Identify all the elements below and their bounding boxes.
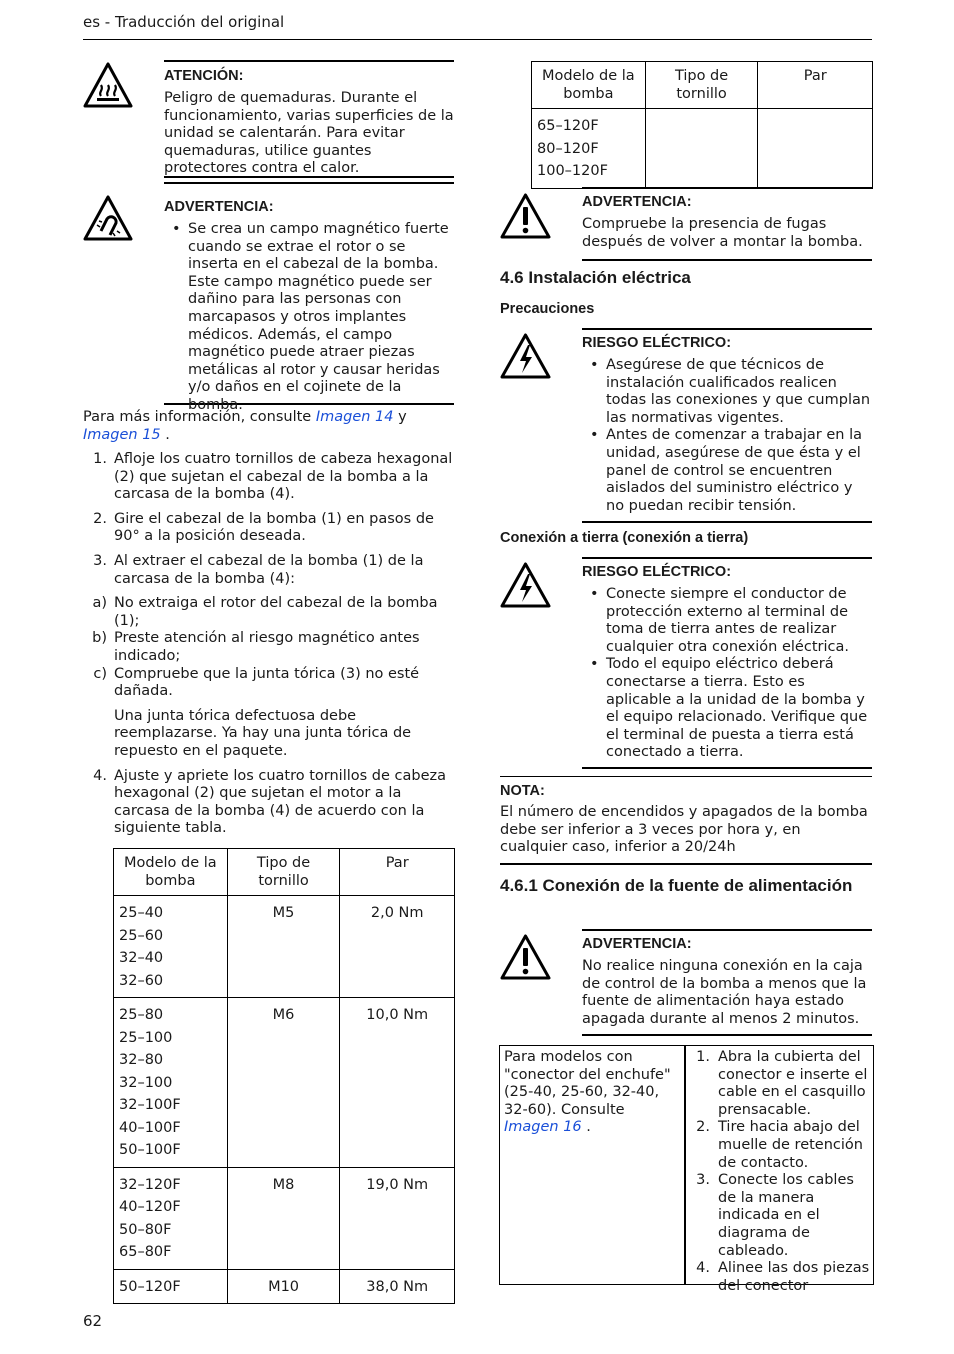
torque-table-continued — [531, 61, 873, 189]
figure-16-link[interactable]: Imagen 16 — [504, 1119, 582, 1136]
list-item: c) Compruebe que la junta tórica (3) no esté dañada. — [93, 665, 420, 700]
torque-table — [113, 848, 455, 1304]
table-header-row: Modelo de la bomba Tipo de tornillo Par — [532, 62, 873, 109]
plug-connector-steps — [694, 1049, 870, 1295]
subsection-heading: 4.6.1 Conexión de la fuente de alimentación — [500, 876, 853, 895]
list-item: 3. Conecte los cables de la manera indicada en el diagrama de cableado. — [696, 1172, 854, 1259]
magnet-warning-list — [164, 221, 454, 415]
note-box — [500, 776, 872, 865]
list-item: 1. Abra la cubierta del conector e inserte el cable en el casquillo prensacable. — [696, 1049, 868, 1118]
plug-connector-models-cell: Para modelos con "conector del enchufe" (25-40, 25-60, 32-40, 32-60). Consulte Imagen 16 . — [500, 1046, 686, 1284]
electric-risk-notice-1: RIESGO ELÉCTRICO: • Asegúrese de que técnicos de instalación cualificados realicen todas las conexiones y que cumplan las normativas vigentes. • Antes de comenzar a trabajar en la unidad, asegúrese de que ésta y el panel de control se encuentren aislados del suministro eléctrico y no puedan recibir tensión. — [582, 328, 872, 523]
procedure-steps — [83, 451, 455, 838]
note-title: NOTA: — [500, 783, 545, 799]
attention-title: ATENCIÓN: — [164, 68, 244, 84]
list-item: 3. Al extraer el cabezal de la bomba (1) de la carcasa de la bomba (4): — [93, 552, 424, 587]
electric-hazard-icon — [500, 562, 551, 608]
attention-notice — [164, 60, 454, 178]
list-item: • Conecte siempre el conductor de protección externo al terminal de toma de tierra antes de realizar cualquier otra conexión eléctrica. — [606, 586, 872, 656]
electric-risk-notice-2: RIESGO ELÉCTRICO: • Conecte siempre el conductor de protección externo al terminal de toma de tierra antes de realizar cualquier otra conexión eléctrica. • Todo el equipo eléctrico deberá conectarse a tierra. Esto es aplicable a la unidad de la bomba y el equipo relacionado. Verifique que el terminal de puesta a tierra está conectado a tierra. — [582, 557, 872, 769]
list-item: 4. Ajuste y apriete los cuatro tornillos de cabeza hexagonal (2) que sujetan el motor a la carcasa de la bomba (4) de acuerdo con la siguiente tabla. — [93, 767, 447, 837]
col-torque-header: Par — [340, 849, 455, 896]
leak-warning-notice: ADVERTENCIA: Compruebe la presencia de fugas después de volver a montar la bomba. — [582, 187, 872, 261]
plug-connector-table — [499, 1045, 874, 1294]
list-item: 4. Alinee las dos piezas del conector — [696, 1260, 870, 1294]
page-header: es - Traducción del original — [83, 13, 285, 31]
table-header-row — [114, 849, 455, 896]
magnet-warning-title: ADVERTENCIA: — [164, 199, 274, 215]
list-item: a) No extraiga el rotor del cabezal de la bomba (1); — [92, 595, 438, 629]
table-row: 32–120F 40–120F 50–80F 65–80F M8 19,0 Nm — [114, 1167, 455, 1269]
attention-body: Peligro de quemaduras. Durante el funcionamiento, varias superficies de la unidad se calentarán. Para evitar quemaduras, utilice guantes protectores contra el calor. — [164, 90, 454, 177]
list-item: 1. Afloje los cuatro tornillos de cabeza hexagonal (2) que sujetan el cabezal de la bomba a la carcasa de la bomba (4). — [93, 451, 453, 503]
section-heading: 4.6 Instalación eléctrica — [500, 268, 691, 287]
list-item: • Todo el equipo eléctrico deberá conectarse a tierra. Esto es aplicable a la unidad de la bomba y el equipo relacionado. Verifique que el terminal de puesta a tierra está conectado a tierra. — [606, 656, 872, 762]
note-body: El número de encendidos y apagados de la bomba debe ser inferior a 3 veces por hora y, en cualquier caso, inferior a 20/24h — [500, 804, 868, 856]
table-row: 25–80 25–100 32–80 32–100 32–100F 40–100F 50–100F M6 10,0 Nm — [114, 998, 455, 1168]
figure-15-link[interactable]: Imagen 15 — [83, 426, 161, 443]
list-item: 2. Gire el cabezal de la bomba (1) en pasos de 90° a la posición deseada. — [93, 510, 434, 545]
more-info-paragraph: Para más información, consulte Imagen 14 y Imagen 15 . — [83, 409, 407, 443]
table-row: 25–40 25–60 32–40 32–60 M5 2,0 Nm — [114, 896, 455, 998]
col-model-header: Modelo de la bomba — [114, 849, 228, 896]
list-item: • Asegúrese de que técnicos de instalación cualificados realicen todas las conexiones y que cumplan las normativas vigentes. — [606, 357, 872, 427]
grounding-heading: Conexión a tierra (conexión a tierra) — [500, 530, 749, 546]
magnet-warning-notice — [164, 182, 454, 413]
header-divider — [83, 39, 872, 40]
warning-triangle-icon — [500, 934, 551, 980]
list-item: • Se crea un campo magnético fuerte cuando se extrae el rotor o se inserta en el cabezal de la bomba. Este campo magnético puede ser dañino para las personas con marcapasos y otros implantes médicos. Además, el campo magnético puede atraer piezas metálicas al rotor y causar heridas y/o daños en el cojinete de la bomba. — [188, 221, 454, 415]
figure-14-link[interactable]: Imagen 14 — [315, 409, 394, 425]
table-row: 50–120F M10 38,0 Nm — [114, 1269, 455, 1304]
col-screw-header: Tipo de tornillo — [227, 849, 340, 896]
table-row: 65–120F 80–120F 100–120F — [532, 109, 873, 189]
warning-triangle-icon — [500, 193, 551, 239]
page-number: 62 — [83, 1312, 103, 1330]
hot-surface-icon — [83, 62, 133, 108]
list-item: b) Preste atención al riesgo magnético antes indicado; — [92, 630, 420, 664]
list-item: • Antes de comenzar a trabajar en la unidad, asegúrese de que ésta y el panel de control se encuentren aislados del suministro eléctrico y no puedan recibir tensión. — [606, 427, 872, 515]
electric-hazard-icon — [500, 333, 551, 379]
precautions-heading: Precauciones — [500, 301, 595, 317]
magnetic-field-icon — [83, 195, 133, 241]
list-item: Una junta tórica defectuosa debe reemplazarse. Ya hay una junta tórica de repuesto en el paquete. — [114, 707, 412, 759]
list-item: 2. Tire hacia abajo del muelle de retención de contacto. — [696, 1119, 863, 1171]
power-warning-notice: ADVERTENCIA: No realice ninguna conexión en la caja de control de la bomba a menos que la fuente de alimentación haya estado apagada durante al menos 2 minutos. — [582, 929, 872, 1036]
